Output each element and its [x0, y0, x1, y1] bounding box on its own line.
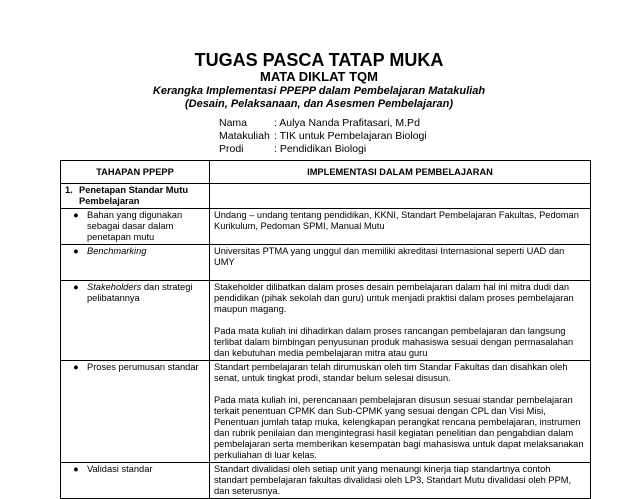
row-text: Pada mata kuliah ini dihadirkan dalam proses rancangan pembelajaran dan langsung terlibat dalam bimbingan penyusunan produk mahasiswa sesuai dengan permasalahan dan kebutuhan media pembelajaran mitra atau guru: [214, 326, 574, 358]
identity-value: : Aulya Nanda Prafitasari, M.Pd: [274, 117, 420, 129]
row-text: Standart pembelajaran telah dirumuskan oleh tim Standar Fakultas dan disahkan oleh senat, untuk tingkat prodi, standar belum selesai disusun.: [214, 362, 568, 383]
identity-key: Nama: [219, 117, 248, 129]
bullet-icon: ●: [73, 464, 79, 474]
table-header-row: [61, 161, 591, 184]
column-header: TAHAPAN PPEPP: [61, 161, 210, 184]
row-label: Validasi standar: [87, 464, 153, 474]
section-cell: [61, 184, 210, 209]
row-text: Pada mata kuliah ini, perencanaan pembelajaran disusun sesuai standar pembelajaran terkait penentuan CPMK dan Sub-CPMK yang sesuai dengan CPL dan Visi Misi, Penentuan jumlah tatap muka, kelengkapan perangkat rencana pembelajaran, instrumen dan rubrik penilaian dan mengintegrasi hasil kegiatan penelitian dan pengabdian dalam pembelajaran serta memberikan kesempatan bagi mahasiswa untuk dapat melaksanakan perkuliahan di luar kelas.: [214, 395, 584, 460]
identity-row: [219, 117, 427, 130]
row-label: Benchmarking: [87, 246, 147, 256]
identity-value: : Pendidikan Biologi: [274, 143, 367, 155]
row-text: Undang – undang tentang pendidikan, KKNI, Standart Pembelajaran Fakultas, Pedoman Kurikulum, Pedoman SPMI, Manual Mutu: [214, 210, 579, 231]
bullet-icon: ●: [73, 246, 79, 256]
identity-block: [219, 117, 427, 156]
document-subtitle: MATA DIKLAT TQM: [260, 69, 378, 84]
section-label: Penetapan Standar Mutu Pembelajaran: [79, 185, 188, 206]
row-label: Stakeholders dan strategi pelibatannya: [87, 282, 193, 303]
section-number: 1.: [65, 185, 73, 195]
bullet-icon: ●: [73, 210, 79, 220]
empty-cell: [210, 184, 591, 209]
row-label: Proses perumusan standar: [87, 362, 199, 372]
table-row: [61, 245, 591, 281]
table-row: [61, 361, 591, 463]
document-heading-line: (Desain, Pelaksanaan, dan Asesmen Pembelajaran): [185, 98, 453, 110]
document-title: TUGAS PASCA TATAP MUKA: [194, 50, 444, 70]
document-heading-line: Kerangka Implementasi PPEPP dalam Pembelajaran Matakuliah: [152, 85, 486, 97]
row-label: Bahan yang digunakan sebagai dasar dalam penetapan mutu: [87, 210, 183, 242]
ppepp-table: [60, 160, 591, 499]
identity-row: [219, 143, 427, 156]
row-text: Standart divalidasi oleh setiap unit yang menaungi kinerja tiap standartnya contoh standart pembelajaran fakultas divalidasi oleh LP3, Standart Mutu divalidasi oleh PPM, dan seterusnya.: [214, 464, 572, 496]
row-text: Universitas PTMA yang unggul dan memiliki akreditasi Internasional seperti UAD dan UMY: [214, 246, 565, 267]
identity-key: Prodi: [219, 143, 244, 155]
identity-key: Matakuliah: [219, 130, 270, 142]
identity-row: [219, 130, 427, 143]
table-row: [61, 281, 591, 361]
identity-value: : TIK untuk Pembelajaran Biologi: [274, 130, 427, 142]
row-text: Stakeholder dilibatkan dalam proses desain pembelajaran dalam hal ini mitra dudi dan pendidikan (pihak sekolah dan guru) untuk menjadi praktisi dalam proses pembelajaran maupun magang.: [214, 282, 574, 314]
bullet-icon: ●: [73, 282, 79, 292]
column-header: IMPLEMENTASI DALAM PEMBELAJARAN: [210, 161, 591, 184]
bullet-icon: ●: [73, 362, 79, 372]
table-row: [61, 209, 591, 245]
table-row: [61, 463, 591, 499]
section-row: [61, 184, 591, 209]
